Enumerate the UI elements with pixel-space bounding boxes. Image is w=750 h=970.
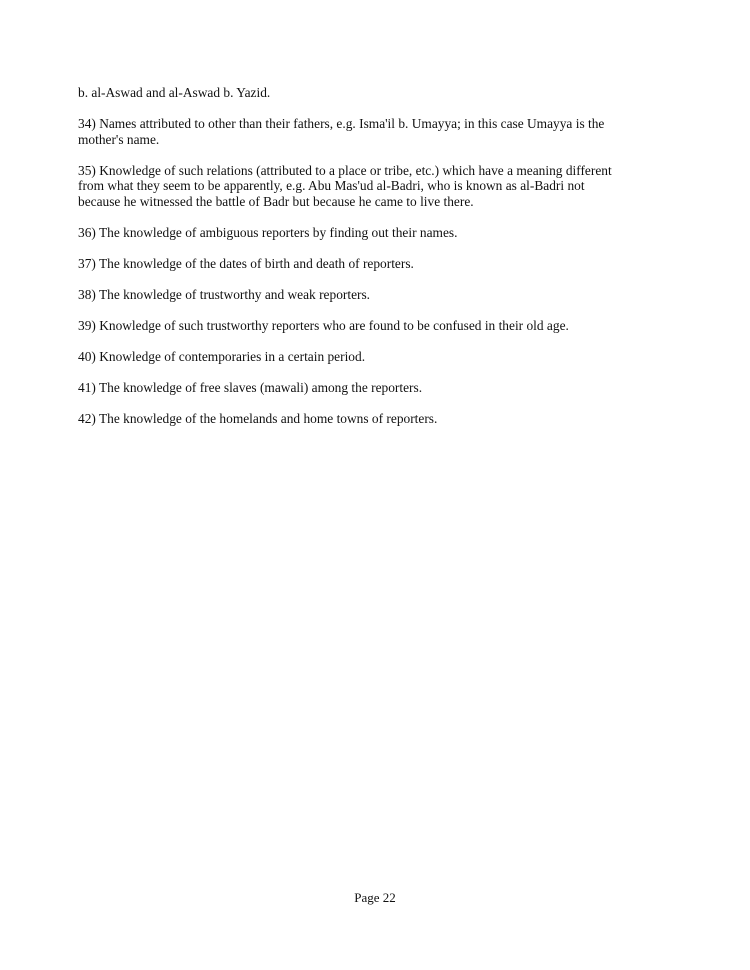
body-text (78, 85, 678, 442)
text-line: from what they seem to be apparently, e.g. Abu Mas'ud al-Badri, who is known as al-Badri not (78, 178, 585, 193)
list-item-38 (78, 287, 678, 303)
list-item-42 (78, 411, 678, 427)
list-item-41 (78, 380, 678, 396)
text-line: 40) Knowledge of contemporaries in a certain period. (78, 348, 366, 364)
text-line: 41) The knowledge of free slaves (mawali) among the reporters. (78, 379, 423, 395)
text-line: 34) Names attributed to other than their fathers, e.g. Isma'il b. Umayya; in this case Umayya is the (78, 116, 605, 131)
text-line: 36) The knowledge of ambiguous reporters by finding out their names. (78, 224, 458, 240)
text-line: 39) Knowledge of such trustworthy reporters who are found to be confused in their old age. (78, 317, 569, 333)
list-item-36 (78, 225, 678, 241)
text-line: because he witnessed the battle of Badr but because he came to live there. (78, 193, 474, 209)
list-item-37 (78, 256, 678, 272)
text-line: mother's name. (78, 131, 160, 147)
text-line: 38) The knowledge of trustworthy and weak reporters. (78, 286, 371, 302)
list-item-39 (78, 318, 678, 334)
paragraph-continuation (78, 85, 678, 101)
list-item-34 (78, 116, 678, 147)
page-number: Page 22 (354, 890, 396, 905)
text-line: b. al-Aswad and al-Aswad b. Yazid. (78, 85, 271, 100)
text-line: 37) The knowledge of the dates of birth and death of reporters. (78, 255, 414, 271)
text-line: 42) The knowledge of the homelands and home towns of reporters. (78, 410, 438, 426)
text-line: 35) Knowledge of such relations (attributed to a place or tribe, etc.) which have a meaning different (78, 162, 612, 178)
list-item-40 (78, 349, 678, 365)
list-item-35 (78, 163, 678, 210)
